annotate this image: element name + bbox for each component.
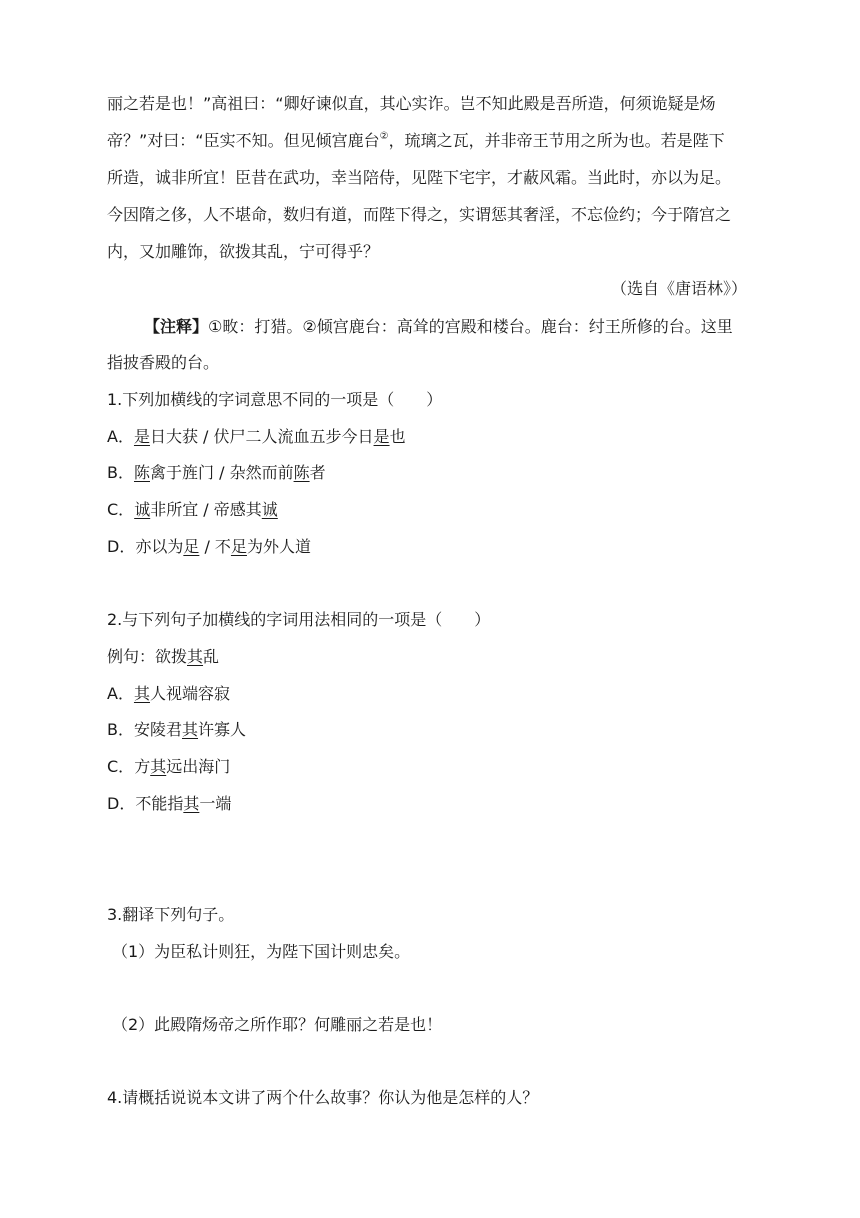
passage-source: （选自《唐语林》） [610,279,747,298]
passage-line: 帝？”对曰：“臣实不知。但见倾宫鹿台②，琉璃之瓦，并非帝王节用之所为也。若是陛下 [107,131,725,150]
q2-option-a: A．其人视端容寂 [107,684,230,703]
q2-example: 例句：欲拨其乱 [107,647,220,666]
question-2-stem: 2.与下列句子加横线的字词用法相同的一项是（ ） [107,610,491,629]
question-1-stem: 1.下列加横线的字词意思不同的一项是（ ） [107,390,443,409]
q2-option-c: C．方其远出海门 [107,757,231,776]
question-4-stem: 4.请概括说说本文讲了两个什么故事？你认为他是怎样的人？ [107,1088,539,1107]
footnote-marker: ② [379,131,389,142]
question-3-stem: 3.翻译下列句子。 [107,905,235,924]
q1-option-a: A．是日大获 / 伏尸二人流血五步今日是也 [107,427,406,446]
passage-line: 丽之若是也！”高祖曰：“卿好谏似直，其心实诈。岂不知此殿是吾所造，何须诡疑是炀 [107,94,716,113]
q1-option-c: C．诚非所宜 / 帝感其诚 [107,500,278,519]
q1-option-b: B．陈禽于旌门 / 杂然而前陈者 [107,463,326,482]
passage-line: 所造，诚非所宜！臣昔在武功，幸当陪侍，见陛下宅宇，才蔽风霜。当此时，亦以为足。 [107,168,732,187]
q3-item-1: （1）为臣私计则狂，为陛下国计则忠矣。 [112,942,411,961]
passage-line: 内，又加雕饰，欲拨其乱，宁可得乎？ [107,242,380,261]
passage-paragraph [107,94,755,279]
q3-item-2: （2）此殿隋炀帝之所作耶？何雕丽之若是也！ [112,1015,443,1034]
q2-option-d: D．不能指其一端 [107,794,232,813]
q2-option-b: B．安陵君其许寡人 [107,720,247,739]
passage-line: 今因隋之侈，人不堪命，数归有道，而陛下得之，实谓惩其奢淫，不忘俭约；今于隋宫之 [107,205,732,224]
q1-option-d: D．亦以为足 / 不足为外人道 [107,537,311,556]
note-line: 【注释】①畋：打猎。②倾宫鹿台：高耸的宫殿和楼台。鹿台：纣王所修的台。这里 [144,317,733,336]
note-line: 指披香殿的台。 [107,353,220,372]
note-label: 【注释】 [144,317,209,336]
